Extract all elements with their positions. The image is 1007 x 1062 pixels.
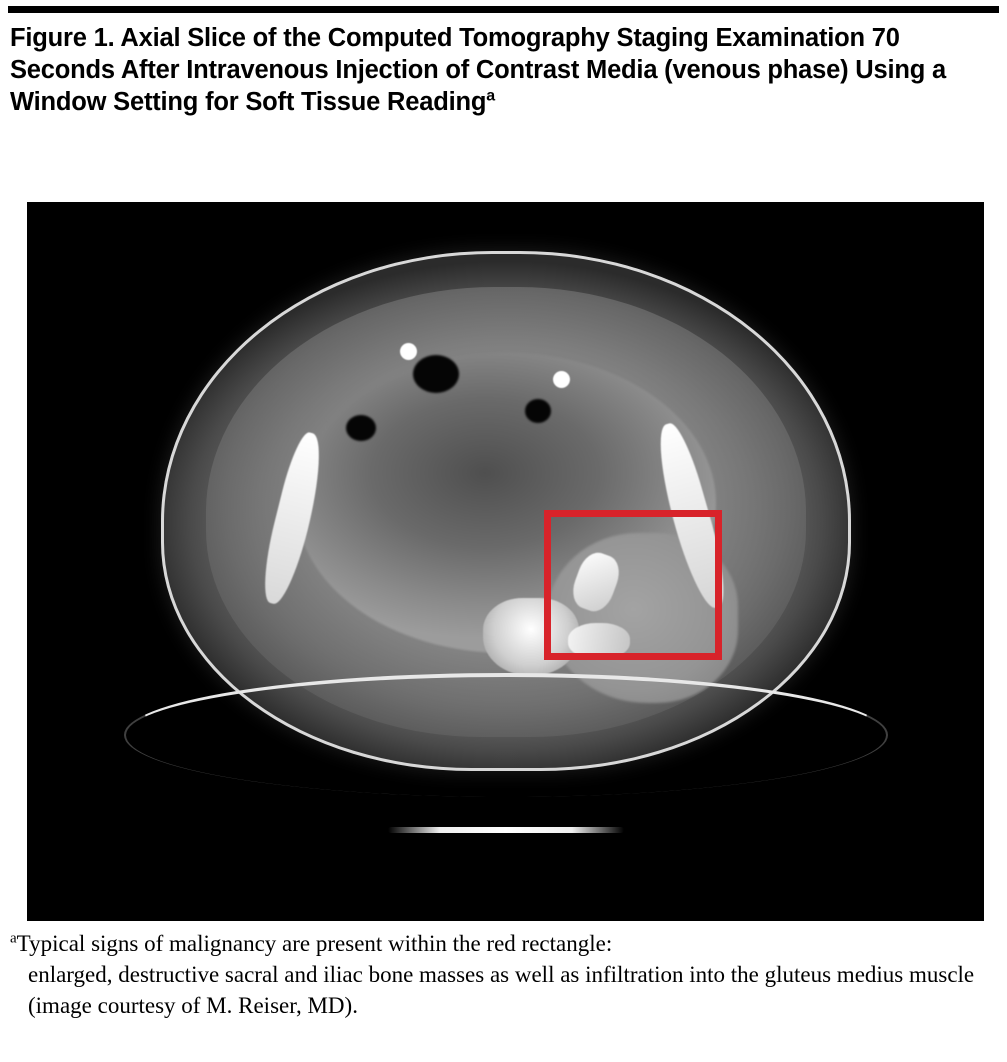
bowel-gas-left: [525, 399, 551, 423]
bowel-gas-right: [346, 415, 376, 441]
roi-red-rectangle: [544, 510, 722, 660]
scanner-table-bar: [388, 827, 624, 833]
top-rule-divider: [8, 6, 999, 13]
figure-title: [10, 22, 995, 118]
contrast-vessel-right: [400, 343, 417, 360]
footnote-first-line: [10, 928, 995, 959]
contrast-vessel-left: [553, 371, 570, 388]
bowel-gas-anterior: [413, 355, 459, 393]
footnote-marker: a: [10, 930, 17, 947]
figure-title-text: Figure 1. Axial Slice of the Computed Tomography Staging Examination 70 Seconds After Intravenous Injection of Contrast Media (venous phase) Using a Window Setting for Soft Tissue Reading: [10, 24, 947, 116]
ct-image: [27, 202, 984, 921]
figure-title-footnote-marker: a: [486, 87, 495, 105]
scanner-table-arc: [124, 673, 888, 797]
footnote-line-2: enlarged, destructive sacral and iliac bone masses as well as infiltration into the gluteus medius muscle (image courtesy of M. Reiser, MD).: [28, 962, 975, 1018]
ct-image-canvas: [28, 203, 983, 920]
footnote-line-1: Typical signs of malignancy are present within the red rectangle:: [16, 931, 613, 956]
figure-footnote: [10, 928, 995, 1021]
